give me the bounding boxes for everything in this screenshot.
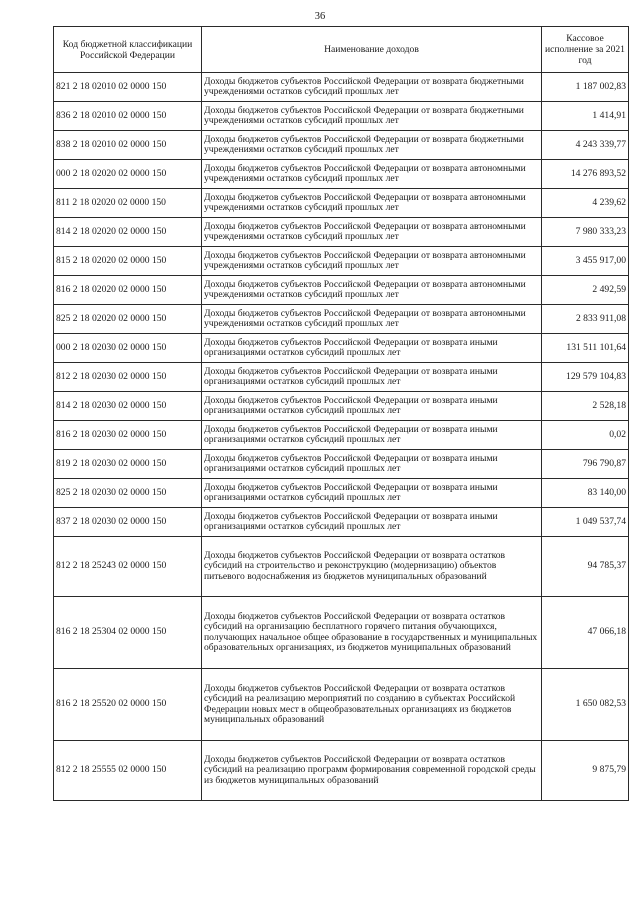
table-row [54,669,629,741]
table-row [54,450,629,479]
revenue-name: Доходы бюджетов субъектов Российской Федерации от возврата иными организациями остатков субсидий прошлых лет [202,392,542,421]
table-row [54,160,629,189]
page-number: 36 [314,11,326,22]
amount: 2 528,18 [542,392,629,421]
amount: 7 980 333,23 [542,218,629,247]
amount: 3 455 917,00 [542,247,629,276]
amount: 131 511 101,64 [542,334,629,363]
amount: 1 187 002,83 [542,73,629,102]
table-row [54,102,629,131]
budget-code: 812 2 18 02030 02 0000 150 [54,363,202,392]
revenue-name: Доходы бюджетов субъектов Российской Федерации от возврата остатков субсидий на организацию бесплатного горячего питания обучающихся, получающих начальное общее образование в государственных и муниципальных образовательных организациях, из бюджетов муниципальных образований [202,597,542,669]
revenue-name: Доходы бюджетов субъектов Российской Федерации от возврата остатков субсидий на строительство и реконструкцию (модернизацию) объектов питьевого водоснабжения из бюджетов муниципальных образований [202,537,542,597]
budget-code: 825 2 18 02030 02 0000 150 [54,479,202,508]
header-code: Код бюджетной классификации Российской Федерации [54,27,202,73]
budget-code: 837 2 18 02030 02 0000 150 [54,508,202,537]
revenue-name: Доходы бюджетов субъектов Российской Федерации от возврата автономными учреждениями остатков субсидий прошлых лет [202,305,542,334]
budget-code: 825 2 18 02020 02 0000 150 [54,305,202,334]
table-row [54,131,629,160]
budget-code: 838 2 18 02010 02 0000 150 [54,131,202,160]
table-row [54,508,629,537]
revenue-name: Доходы бюджетов субъектов Российской Федерации от возврата автономными учреждениями остатков субсидий прошлых лет [202,218,542,247]
budget-code: 812 2 18 25555 02 0000 150 [54,741,202,801]
amount: 2 492,59 [542,276,629,305]
amount: 1 049 537,74 [542,508,629,537]
revenue-name: Доходы бюджетов субъектов Российской Федерации от возврата иными организациями остатков субсидий прошлых лет [202,508,542,537]
table-row [54,73,629,102]
revenue-name: Доходы бюджетов субъектов Российской Федерации от возврата бюджетными учреждениями остатков субсидий прошлых лет [202,102,542,131]
budget-code: 812 2 18 25243 02 0000 150 [54,537,202,597]
table-header-row [54,27,629,73]
amount: 796 790,87 [542,450,629,479]
revenue-name: Доходы бюджетов субъектов Российской Федерации от возврата автономными учреждениями остатков субсидий прошлых лет [202,276,542,305]
header-name: Наименование доходов [202,27,542,73]
budget-code: 811 2 18 02020 02 0000 150 [54,189,202,218]
amount: 9 875,79 [542,741,629,801]
revenue-name: Доходы бюджетов субъектов Российской Федерации от возврата автономными учреждениями остатков субсидий прошлых лет [202,189,542,218]
table-row [54,537,629,597]
table-row [54,305,629,334]
revenue-name: Доходы бюджетов субъектов Российской Федерации от возврата автономными учреждениями остатков субсидий прошлых лет [202,160,542,189]
table-row [54,218,629,247]
budget-code: 000 2 18 02030 02 0000 150 [54,334,202,363]
revenue-name: Доходы бюджетов субъектов Российской Федерации от возврата иными организациями остатков субсидий прошлых лет [202,334,542,363]
table-row [54,741,629,801]
budget-code: 819 2 18 02030 02 0000 150 [54,450,202,479]
budget-code: 816 2 18 25304 02 0000 150 [54,597,202,669]
budget-code: 816 2 18 02030 02 0000 150 [54,421,202,450]
amount: 47 066,18 [542,597,629,669]
table-row [54,189,629,218]
budget-code: 816 2 18 25520 02 0000 150 [54,669,202,741]
budget-code: 836 2 18 02010 02 0000 150 [54,102,202,131]
amount: 83 140,00 [542,479,629,508]
budget-code: 814 2 18 02020 02 0000 150 [54,218,202,247]
amount: 14 276 893,52 [542,160,629,189]
table-body [54,73,629,801]
revenue-name: Доходы бюджетов субъектов Российской Федерации от возврата иными организациями остатков субсидий прошлых лет [202,479,542,508]
amount: 0,02 [542,421,629,450]
table-row [54,247,629,276]
header-amount: Кассовое исполнение за 2021 год [542,27,629,73]
budget-code: 816 2 18 02020 02 0000 150 [54,276,202,305]
revenue-name: Доходы бюджетов субъектов Российской Федерации от возврата иными организациями остатков субсидий прошлых лет [202,363,542,392]
budget-code: 000 2 18 02020 02 0000 150 [54,160,202,189]
revenue-name: Доходы бюджетов субъектов Российской Федерации от возврата автономными учреждениями остатков субсидий прошлых лет [202,247,542,276]
revenue-name: Доходы бюджетов субъектов Российской Федерации от возврата бюджетными учреждениями остатков субсидий прошлых лет [202,131,542,160]
amount: 1 414,91 [542,102,629,131]
table-row [54,392,629,421]
revenue-name: Доходы бюджетов субъектов Российской Федерации от возврата остатков субсидий на реализацию программ формирования современной городской среды из бюджетов муниципальных образований [202,741,542,801]
revenue-name: Доходы бюджетов субъектов Российской Федерации от возврата бюджетными учреждениями остатков субсидий прошлых лет [202,73,542,102]
budget-code: 814 2 18 02030 02 0000 150 [54,392,202,421]
amount: 2 833 911,08 [542,305,629,334]
table-row [54,334,629,363]
table-row [54,363,629,392]
amount: 4 239,62 [542,189,629,218]
budget-code: 815 2 18 02020 02 0000 150 [54,247,202,276]
table-row [54,597,629,669]
amount: 1 650 082,53 [542,669,629,741]
revenue-name: Доходы бюджетов субъектов Российской Федерации от возврата остатков субсидий на реализацию мероприятий по созданию в субъектах Российской Федерации новых мест в общеобразовательных организациях из бюджетов муниципальных образований [202,669,542,741]
budget-code: 821 2 18 02010 02 0000 150 [54,73,202,102]
table-row [54,479,629,508]
table-row [54,276,629,305]
revenue-name: Доходы бюджетов субъектов Российской Федерации от возврата иными организациями остатков субсидий прошлых лет [202,450,542,479]
amount: 129 579 104,83 [542,363,629,392]
amount: 94 785,37 [542,537,629,597]
revenue-name: Доходы бюджетов субъектов Российской Федерации от возврата иными организациями остатков субсидий прошлых лет [202,421,542,450]
table-row [54,421,629,450]
revenue-table [53,26,629,801]
amount: 4 243 339,77 [542,131,629,160]
